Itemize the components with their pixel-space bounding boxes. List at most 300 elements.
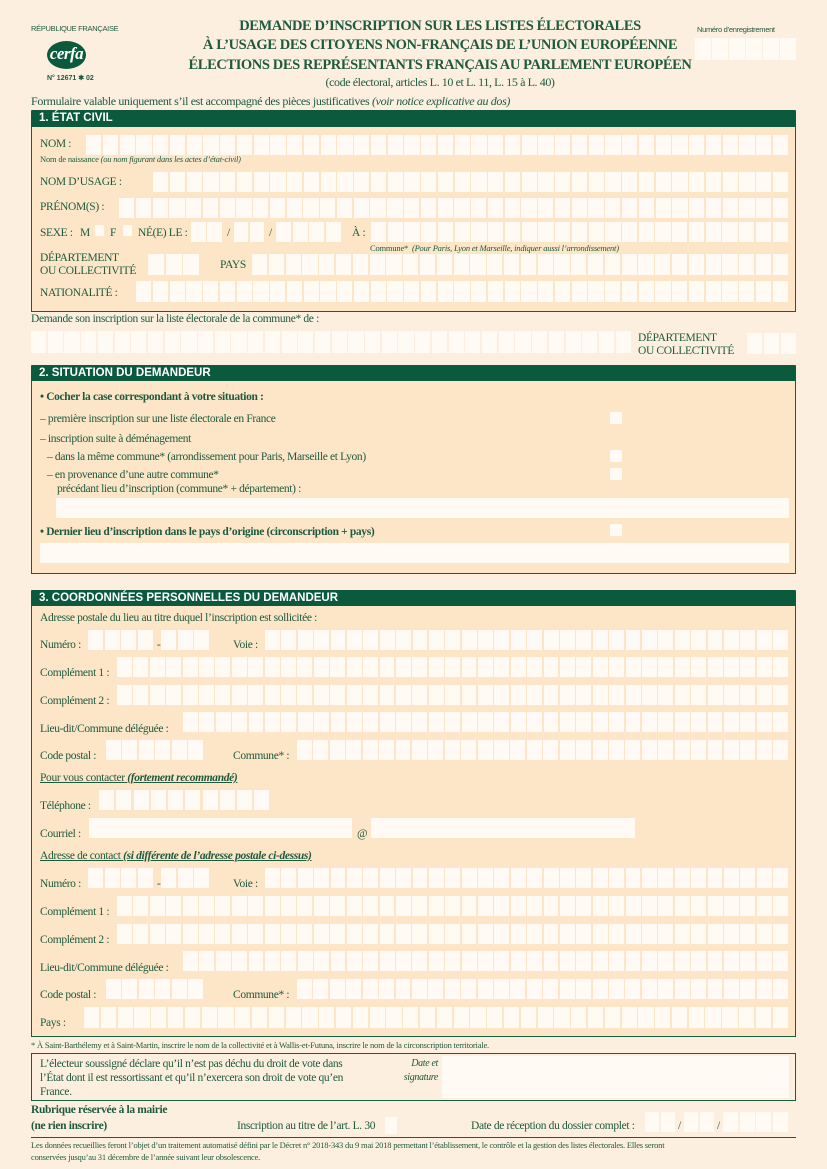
char-box[interactable] <box>527 868 542 888</box>
char-box[interactable] <box>708 740 723 760</box>
char-box[interactable] <box>723 1112 738 1132</box>
char-box[interactable] <box>722 254 737 275</box>
char-box[interactable] <box>199 712 214 732</box>
char-box[interactable] <box>705 1007 720 1028</box>
char-box[interactable] <box>658 685 673 705</box>
char-box[interactable] <box>281 712 296 732</box>
char-box[interactable] <box>248 331 263 353</box>
char-box[interactable] <box>576 657 591 677</box>
char-box[interactable] <box>642 868 657 888</box>
char-box[interactable] <box>576 712 591 732</box>
char-box[interactable] <box>265 712 280 732</box>
char-box[interactable] <box>276 222 291 242</box>
char-box[interactable] <box>494 924 509 944</box>
char-box[interactable] <box>571 254 586 275</box>
char-box[interactable] <box>347 896 362 916</box>
char-box[interactable] <box>396 740 411 760</box>
contact-numero-input[interactable] <box>88 868 153 888</box>
char-box[interactable] <box>672 254 687 275</box>
char-box[interactable] <box>330 979 345 999</box>
char-box[interactable] <box>510 979 525 999</box>
char-box[interactable] <box>478 868 493 888</box>
char-box[interactable] <box>527 924 542 944</box>
char-box[interactable] <box>706 254 721 275</box>
char-box[interactable] <box>445 685 460 705</box>
char-box[interactable] <box>232 951 247 971</box>
char-box[interactable] <box>231 331 246 353</box>
char-box[interactable] <box>462 951 477 971</box>
char-box[interactable] <box>319 1007 334 1028</box>
char-box[interactable] <box>348 331 363 353</box>
char-box[interactable] <box>265 331 280 353</box>
char-box[interactable] <box>756 281 771 302</box>
char-box[interactable] <box>166 896 181 916</box>
char-box[interactable] <box>298 630 313 650</box>
char-box[interactable] <box>363 896 378 916</box>
char-box[interactable] <box>252 1007 267 1028</box>
char-box[interactable] <box>639 135 654 155</box>
char-box[interactable] <box>560 712 575 732</box>
char-box[interactable] <box>248 924 263 944</box>
char-box[interactable] <box>582 331 597 353</box>
char-box[interactable] <box>347 630 362 650</box>
char-box[interactable] <box>505 281 520 302</box>
char-box[interactable] <box>740 1112 755 1132</box>
char-box[interactable] <box>605 222 620 242</box>
char-box[interactable] <box>236 198 251 218</box>
char-box[interactable] <box>332 331 347 353</box>
char-box[interactable] <box>379 740 394 760</box>
char-box[interactable] <box>462 896 477 916</box>
departement-input[interactable] <box>148 254 199 275</box>
char-box[interactable] <box>421 198 436 218</box>
char-box[interactable] <box>380 630 395 650</box>
char-box[interactable] <box>487 254 502 275</box>
char-box[interactable] <box>521 281 536 302</box>
char-box[interactable] <box>199 657 214 677</box>
char-box[interactable] <box>511 896 526 916</box>
char-box[interactable] <box>488 222 503 242</box>
char-box[interactable] <box>511 924 526 944</box>
char-box[interactable] <box>412 896 427 916</box>
char-box[interactable] <box>370 198 385 218</box>
char-box[interactable] <box>505 172 520 192</box>
char-box[interactable] <box>722 1007 737 1028</box>
char-box[interactable] <box>438 222 453 242</box>
char-box[interactable] <box>185 1007 200 1028</box>
char-box[interactable] <box>462 685 477 705</box>
char-box[interactable] <box>297 740 312 760</box>
char-box[interactable] <box>532 331 547 353</box>
char-box[interactable] <box>739 281 754 302</box>
char-box[interactable] <box>98 331 113 353</box>
char-box[interactable] <box>304 281 319 302</box>
char-box[interactable] <box>655 1007 670 1028</box>
char-box[interactable] <box>605 135 620 155</box>
char-box[interactable] <box>168 1007 183 1028</box>
char-box[interactable] <box>609 740 624 760</box>
char-box[interactable] <box>756 135 771 155</box>
char-box[interactable] <box>706 198 721 218</box>
char-box[interactable] <box>314 868 329 888</box>
char-box[interactable] <box>313 740 328 760</box>
char-box[interactable] <box>404 222 419 242</box>
char-box[interactable] <box>593 924 608 944</box>
char-box[interactable] <box>773 198 788 218</box>
char-box[interactable] <box>494 979 509 999</box>
char-box[interactable] <box>572 135 587 155</box>
char-box[interactable] <box>757 630 772 650</box>
char-box[interactable] <box>739 254 754 275</box>
char-box[interactable] <box>689 222 704 242</box>
nationalite-input[interactable] <box>136 281 788 302</box>
telephone-pair[interactable] <box>203 790 235 810</box>
char-box[interactable] <box>555 198 570 218</box>
char-box[interactable] <box>593 979 608 999</box>
char-box[interactable] <box>739 222 754 242</box>
char-box[interactable] <box>661 1112 675 1132</box>
char-box[interactable] <box>655 254 670 275</box>
char-box[interactable] <box>155 979 170 999</box>
char-box[interactable] <box>672 1007 687 1028</box>
char-box[interactable] <box>337 198 352 218</box>
char-box[interactable] <box>576 979 591 999</box>
char-box[interactable] <box>396 896 411 916</box>
char-box[interactable] <box>363 712 378 732</box>
char-box[interactable] <box>462 712 477 732</box>
char-box[interactable] <box>270 172 285 192</box>
char-box[interactable] <box>724 896 739 916</box>
char-box[interactable] <box>723 135 738 155</box>
char-box[interactable] <box>298 712 313 732</box>
char-box[interactable] <box>380 896 395 916</box>
char-box[interactable] <box>148 331 163 353</box>
char-box[interactable] <box>544 951 559 971</box>
char-box[interactable] <box>605 172 620 192</box>
char-box[interactable] <box>172 740 187 760</box>
char-box[interactable] <box>708 951 723 971</box>
char-box[interactable] <box>331 712 346 732</box>
char-box[interactable] <box>689 1007 704 1028</box>
option-same-commune-checkbox[interactable] <box>610 450 622 462</box>
char-box[interactable] <box>471 172 486 192</box>
char-box[interactable] <box>675 951 690 971</box>
char-box[interactable] <box>773 254 788 275</box>
art-l30-checkbox[interactable] <box>385 1117 397 1134</box>
char-box[interactable] <box>199 896 214 916</box>
birth-day-input[interactable] <box>191 222 222 242</box>
char-box[interactable] <box>740 979 755 999</box>
char-box[interactable] <box>254 172 269 192</box>
char-box[interactable] <box>642 712 657 732</box>
char-box[interactable] <box>708 868 723 888</box>
char-box[interactable] <box>642 685 657 705</box>
char-box[interactable] <box>265 685 280 705</box>
char-box[interactable] <box>471 281 486 302</box>
char-box[interactable] <box>330 657 345 677</box>
char-box[interactable] <box>544 868 559 888</box>
char-box[interactable] <box>626 712 641 732</box>
char-box[interactable] <box>234 222 248 242</box>
char-box[interactable] <box>133 896 148 916</box>
char-box[interactable] <box>658 657 673 677</box>
char-box[interactable] <box>237 135 252 155</box>
char-box[interactable] <box>773 868 788 888</box>
char-box[interactable] <box>675 712 690 732</box>
nom-usage-input[interactable] <box>153 172 788 192</box>
char-box[interactable] <box>150 657 165 677</box>
char-box[interactable] <box>133 685 148 705</box>
char-box[interactable] <box>170 281 185 302</box>
char-box[interactable] <box>522 135 537 155</box>
char-box[interactable] <box>412 740 427 760</box>
char-box[interactable] <box>708 712 723 732</box>
char-box[interactable] <box>265 924 280 944</box>
char-box[interactable] <box>330 685 345 705</box>
char-box[interactable] <box>248 685 263 705</box>
char-box[interactable] <box>505 198 520 218</box>
char-box[interactable] <box>194 868 209 888</box>
char-box[interactable] <box>544 685 559 705</box>
char-box[interactable] <box>161 868 176 888</box>
char-box[interactable] <box>773 740 788 760</box>
char-box[interactable] <box>371 135 386 155</box>
char-box[interactable] <box>656 198 671 218</box>
char-box[interactable] <box>428 740 443 760</box>
char-box[interactable] <box>739 1007 754 1028</box>
char-box[interactable] <box>314 712 329 732</box>
char-box[interactable] <box>672 198 687 218</box>
char-box[interactable] <box>420 254 435 275</box>
char-box[interactable] <box>560 924 575 944</box>
char-box[interactable] <box>166 924 181 944</box>
char-box[interactable] <box>538 1007 553 1028</box>
char-box[interactable] <box>363 951 378 971</box>
char-box[interactable] <box>599 331 614 353</box>
char-box[interactable] <box>691 712 706 732</box>
char-box[interactable] <box>320 198 335 218</box>
char-box[interactable] <box>740 685 755 705</box>
char-box[interactable] <box>314 630 329 650</box>
char-box[interactable] <box>642 924 657 944</box>
char-box[interactable] <box>270 281 285 302</box>
char-box[interactable] <box>515 331 530 353</box>
char-box[interactable] <box>511 657 526 677</box>
char-box[interactable] <box>151 1007 166 1028</box>
char-box[interactable] <box>478 979 493 999</box>
char-box[interactable] <box>724 868 739 888</box>
char-box[interactable] <box>363 657 378 677</box>
char-box[interactable] <box>170 172 185 192</box>
char-box[interactable] <box>265 630 280 650</box>
char-box[interactable] <box>560 896 575 916</box>
char-box[interactable] <box>437 254 452 275</box>
char-box[interactable] <box>478 712 493 732</box>
char-box[interactable] <box>478 740 493 760</box>
char-box[interactable] <box>494 951 509 971</box>
char-box[interactable] <box>429 657 444 677</box>
char-box[interactable] <box>773 1007 788 1028</box>
char-box[interactable] <box>331 951 346 971</box>
char-box[interactable] <box>609 924 624 944</box>
char-box[interactable] <box>309 222 324 242</box>
char-box[interactable] <box>445 630 460 650</box>
char-box[interactable] <box>249 951 264 971</box>
char-box[interactable] <box>527 740 542 760</box>
contact-numero-suffix-input[interactable] <box>161 868 209 888</box>
char-box[interactable] <box>270 198 285 218</box>
char-box[interactable] <box>511 951 526 971</box>
char-box[interactable] <box>380 712 395 732</box>
char-box[interactable] <box>560 630 575 650</box>
char-box[interactable] <box>281 657 296 677</box>
char-box[interactable] <box>412 657 427 677</box>
char-box[interactable] <box>347 951 362 971</box>
char-box[interactable] <box>396 657 411 677</box>
char-box[interactable] <box>117 924 132 944</box>
char-box[interactable] <box>183 951 198 971</box>
char-box[interactable] <box>706 135 721 155</box>
telephone-pair[interactable] <box>99 790 131 810</box>
char-box[interactable] <box>560 740 575 760</box>
char-box[interactable] <box>756 222 771 242</box>
char-box[interactable] <box>454 281 469 302</box>
char-box[interactable] <box>462 924 477 944</box>
char-box[interactable] <box>265 657 280 677</box>
char-box[interactable] <box>353 1007 368 1028</box>
char-box[interactable] <box>253 198 268 218</box>
char-box[interactable] <box>379 979 394 999</box>
char-box[interactable] <box>757 712 772 732</box>
char-box[interactable] <box>504 254 519 275</box>
option-other-commune-checkbox[interactable] <box>610 468 622 480</box>
char-box[interactable] <box>183 685 198 705</box>
char-box[interactable] <box>757 685 772 705</box>
char-box[interactable] <box>544 924 559 944</box>
char-box[interactable] <box>471 222 486 242</box>
char-box[interactable] <box>655 222 670 242</box>
birthplace-input[interactable] <box>371 222 788 242</box>
char-box[interactable] <box>521 254 536 275</box>
char-box[interactable] <box>421 172 436 192</box>
char-box[interactable] <box>371 281 386 302</box>
char-box[interactable] <box>313 979 328 999</box>
char-box[interactable] <box>183 896 198 916</box>
char-box[interactable] <box>593 657 608 677</box>
char-box[interactable] <box>153 198 168 218</box>
char-box[interactable] <box>354 172 369 192</box>
char-box[interactable] <box>106 740 121 760</box>
char-box[interactable] <box>622 1007 637 1028</box>
char-box[interactable] <box>297 924 312 944</box>
char-box[interactable] <box>153 281 168 302</box>
char-box[interactable] <box>511 712 526 732</box>
char-box[interactable] <box>658 896 673 916</box>
char-box[interactable] <box>319 254 334 275</box>
char-box[interactable] <box>321 172 336 192</box>
char-box[interactable] <box>203 135 218 155</box>
char-box[interactable] <box>724 657 739 677</box>
contact-complement2-input[interactable] <box>117 924 788 944</box>
char-box[interactable] <box>675 630 690 650</box>
char-box[interactable] <box>622 172 637 192</box>
char-box[interactable] <box>639 198 654 218</box>
char-box[interactable] <box>521 198 536 218</box>
char-box[interactable] <box>105 868 120 888</box>
char-box[interactable] <box>265 896 280 916</box>
char-box[interactable] <box>691 868 706 888</box>
char-box[interactable] <box>482 331 497 353</box>
request-departement-input[interactable] <box>747 333 796 354</box>
char-box[interactable] <box>560 868 575 888</box>
char-box[interactable] <box>198 331 213 353</box>
char-box[interactable] <box>215 331 230 353</box>
commune-input[interactable] <box>297 740 788 760</box>
char-box[interactable] <box>499 331 514 353</box>
char-box[interactable] <box>455 172 470 192</box>
char-box[interactable] <box>470 1007 485 1028</box>
char-box[interactable] <box>183 712 198 732</box>
char-box[interactable] <box>454 254 469 275</box>
char-box[interactable] <box>31 331 46 353</box>
char-box[interactable] <box>249 712 264 732</box>
char-box[interactable] <box>609 896 624 916</box>
char-box[interactable] <box>773 135 788 155</box>
char-box[interactable] <box>488 198 503 218</box>
char-box[interactable] <box>560 951 575 971</box>
char-box[interactable] <box>178 630 193 650</box>
char-box[interactable] <box>757 657 772 677</box>
char-box[interactable] <box>773 630 788 650</box>
char-box[interactable] <box>286 254 301 275</box>
char-box[interactable] <box>297 896 312 916</box>
char-box[interactable] <box>757 868 772 888</box>
char-box[interactable] <box>269 254 284 275</box>
char-box[interactable] <box>756 198 771 218</box>
char-box[interactable] <box>593 740 608 760</box>
char-box[interactable] <box>589 135 604 155</box>
char-box[interactable] <box>181 331 196 353</box>
char-box[interactable] <box>438 172 453 192</box>
char-box[interactable] <box>543 740 558 760</box>
char-box[interactable] <box>691 924 706 944</box>
char-box[interactable] <box>675 740 690 760</box>
char-box[interactable] <box>421 281 436 302</box>
char-box[interactable] <box>303 198 318 218</box>
char-box[interactable] <box>220 281 235 302</box>
char-box[interactable] <box>88 868 103 888</box>
char-box[interactable] <box>412 924 427 944</box>
char-box[interactable] <box>387 198 402 218</box>
char-box[interactable] <box>254 135 269 155</box>
char-box[interactable] <box>118 1007 133 1028</box>
char-box[interactable] <box>207 222 222 242</box>
prenoms-input[interactable] <box>119 198 788 218</box>
char-box[interactable] <box>494 740 509 760</box>
char-box[interactable] <box>675 868 690 888</box>
char-box[interactable] <box>203 198 218 218</box>
char-box[interactable] <box>150 924 165 944</box>
char-box[interactable] <box>740 896 755 916</box>
char-box[interactable] <box>346 740 361 760</box>
char-box[interactable] <box>622 281 637 302</box>
char-box[interactable] <box>672 222 687 242</box>
char-box[interactable] <box>445 951 460 971</box>
char-box[interactable] <box>117 896 132 916</box>
char-box[interactable] <box>429 630 444 650</box>
char-box[interactable] <box>510 740 525 760</box>
char-box[interactable] <box>538 254 553 275</box>
